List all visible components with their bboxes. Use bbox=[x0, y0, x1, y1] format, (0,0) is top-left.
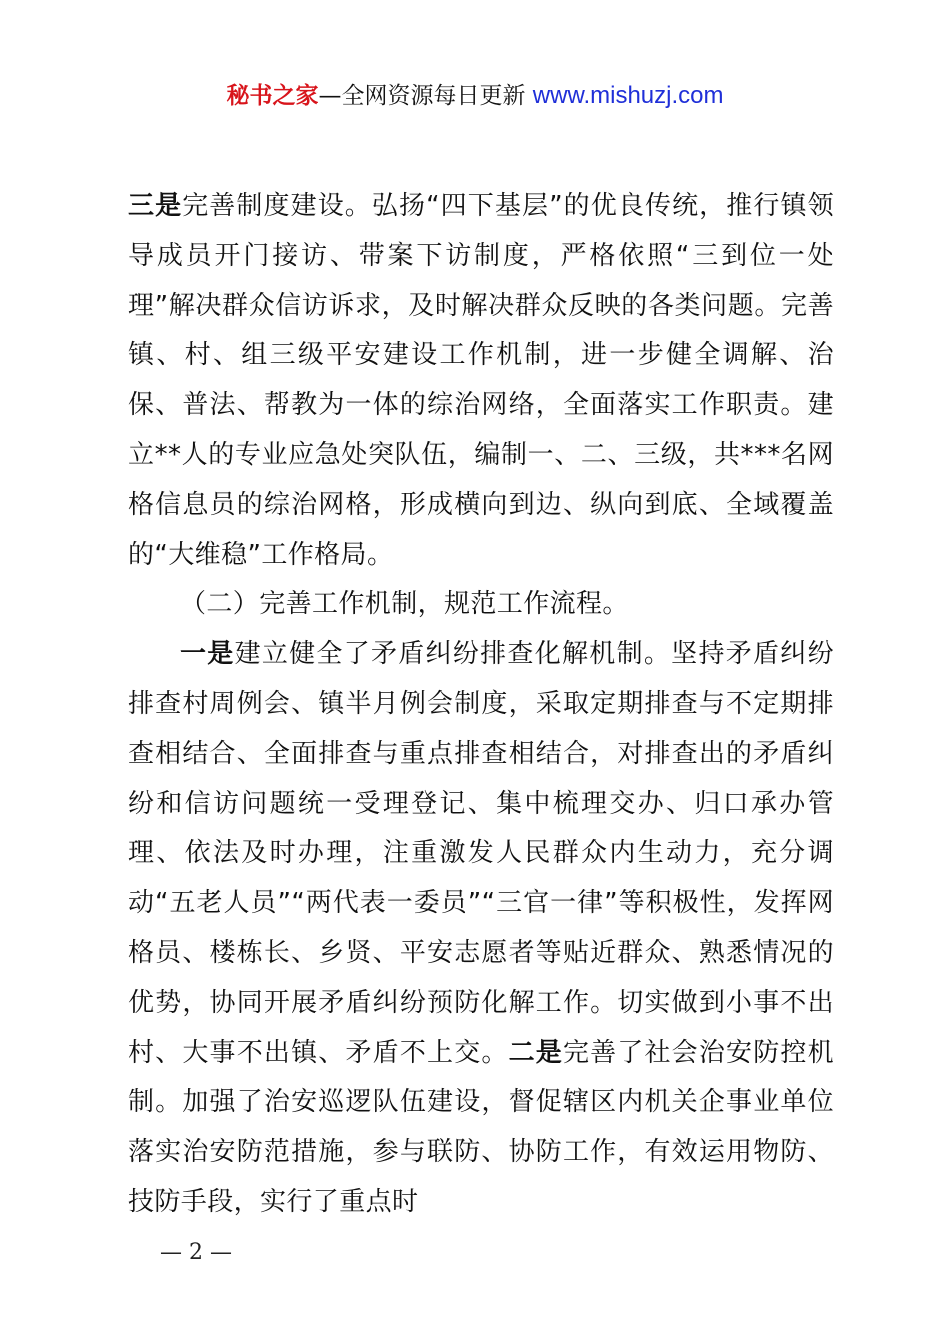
paragraph-1-text: 完善制度建设。弘扬“四下基层”的优良传统，推行镇领导成员开门接访、带案下访制度，严格依照“三到位一处理”解决群众信访诉求，及时解决群众反映的各类问题。完善镇、村、组三级平安建设工作机制，进一步健全调解、治保、普法、帮教为一体的综治网络，全面落实工作职责。建立**人的专业应急处突队伍，编制一、二、三级，共***名网格信息员的综治网格，形成横向到边、纵向到底、全域覆盖的“大维稳”工作格局。 bbox=[128, 191, 834, 570]
paragraph-3-lead-2: 二是 bbox=[508, 1037, 563, 1068]
section-heading bbox=[128, 580, 834, 630]
header-tagline: —全网资源每日更新 bbox=[318, 83, 533, 109]
paragraph-3-text-1: 建立健全了矛盾纠纷排查化解机制。坚持矛盾纠纷排查村周例会、镇半月例会制度，采取定期排查与不定期排查相结合、全面排查与重点排查相结合，对排查出的矛盾纠纷和信访问题统一受理登记、集中梳理交办、归口承办管理、依法及时办理，注重激发人民群众内生动力，充分调动“五老人员”“两代表一委员”“三官一律”等积极性，发挥网格员、楼栋长、乡贤、平安志愿者等贴近群众、熟悉情况的优势，协同开展矛盾纠纷预防化解工作。切实做到小事不出村、大事不出镇、矛盾不上交。 bbox=[128, 639, 834, 1068]
paragraph-3-lead-1: 一是 bbox=[180, 639, 235, 670]
paragraph-3-text-2: 完善了社会治安防控机制。加强了治安巡逻队伍建设，督促辖区内机关企事业单位落实治安防范措施，参与联防、协防工作，有效运用物防、技防手段，实行了重点时 bbox=[128, 1037, 834, 1217]
paragraph-1-lead: 三是 bbox=[128, 191, 183, 221]
header-brand: 秘书之家 bbox=[226, 83, 319, 109]
paragraph-1 bbox=[128, 182, 834, 580]
paragraph-3 bbox=[128, 630, 834, 1228]
page-header bbox=[0, 80, 950, 112]
section-heading-text: （二）完善工作机制，规范工作流程。 bbox=[180, 589, 629, 620]
header-url-link[interactable]: www.mishuzj.com bbox=[532, 82, 724, 109]
page-number: — 2 — bbox=[160, 1240, 232, 1265]
body-text bbox=[128, 182, 834, 1228]
